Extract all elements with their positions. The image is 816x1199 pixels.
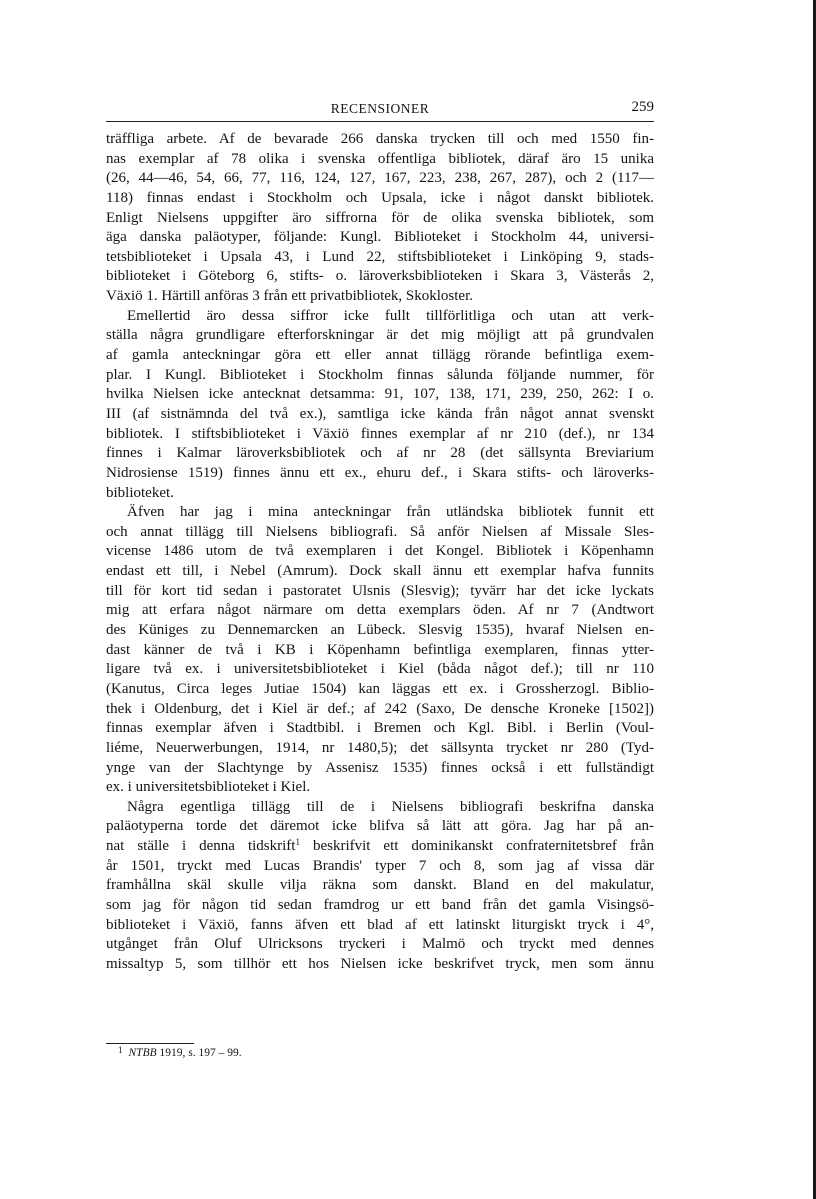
text-line: finnes i Kalmar läroverksbibliotek och af nr 28 (det sällsynta Breviarium <box>106 445 654 462</box>
text-line: mig att erfara något närmare om detta exemplars öden. Af nr 7 (Andtwort <box>106 602 654 619</box>
text-line: vicense 1486 utom de två exemplaren i det Kongel. Bibliotek i Köpenhamn <box>106 543 654 560</box>
text-line: nas exemplar af 78 olika i svenska offentliga bibliotek, däraf äro 15 unika <box>106 150 654 167</box>
text-line: till för kort tid sedan i pastoratet Ulsnis (Slesvig); tyvärr har det icke lyckats <box>106 582 654 599</box>
text-line: Växiö 1. Härtill anföras 3 från ett privatbibliotek, Skokloster. <box>106 288 474 305</box>
page-header <box>106 101 654 122</box>
footnote <box>118 1045 242 1059</box>
text-line: biblioteket i Göteborg 6, stifts- o. läroverksbiblioteken i Skara 3, Västerås 2, <box>106 268 654 285</box>
text-line: missaltyp 5, som tillhör ett hos Nielsen icke beskrifvet tryck, men som ännu <box>106 955 654 972</box>
running-head: RECENSIONER <box>330 101 430 116</box>
text-line-with-footnote-ref <box>106 837 654 857</box>
text-line: (Kanutus, Circa leges Jutiae 1504) kan läggas ett ex. i Grossherzogl. Biblio- <box>106 680 654 697</box>
text-line: bibliotek. I stiftsbiblioteket i Växiö finnes exemplar af nr 210 (def.), nr 134 <box>106 425 654 442</box>
text-line: biblioteket i Växiö, fanns äfven ett blad af ett latinskt liturgiskt tryck i 4°, <box>106 916 654 933</box>
text-segment: nat ställe i denna tidskrift <box>106 838 296 855</box>
text-line: liéme, Neuerwerbungen, 1914, nr 1480,5); det sällsynta trycket nr 280 (Tyd- <box>106 739 654 756</box>
text-line: thek i Oldenburg, det i Kiel är def.; af 242 (Saxo, De densche Kroneke [1502]) <box>106 700 654 717</box>
text-line: ex. i universitetsbiblioteket i Kiel. <box>106 779 311 796</box>
text-line: III (af sistnämnda del två ex.), samtliga icke kända från något annat svenskt <box>106 405 654 422</box>
footnote-divider <box>106 1043 194 1044</box>
text-line: Enligt Nielsens uppgifter äro siffrorna för de olika svenska bibliotek, som <box>106 209 654 226</box>
text-line: endast ett till, i Nebel (Amrum). Dock skall ännu ett exemplar hafva funnits <box>106 563 654 580</box>
text-line: af gamla anteckningar göra ett eller annat tillägg rörande befintliga exem- <box>106 347 654 364</box>
text-line: (26, 44—46, 54, 66, 77, 116, 124, 127, 167, 223, 238, 267, 287), och 2 (117— <box>106 170 654 187</box>
text-line: Nidrosiense 1519) finnes ännu ett ex., ehuru def., i Skara stifts- och läroverks- <box>106 464 654 481</box>
footnote-text: 1919, s. 197 – 99. <box>156 1047 242 1059</box>
text-line: träffliga arbete. Af de bevarade 266 danska trycken till och med 1550 fin- <box>106 131 654 147</box>
text-line: Några egentliga tillägg till de i Nielsens bibliografi beskrifna danska <box>127 798 654 815</box>
body-text <box>106 130 654 975</box>
text-line: hvilka Nielsen icke antecknat detsamma: 91, 107, 138, 171, 239, 250, 262: I o. <box>106 386 654 403</box>
text-line: dast känner de två i KB i Köpenhamn befintliga exemplaren, finnas ytter- <box>106 641 654 658</box>
text-line: äga danska paläotyper, följande: Kungl. Biblioteket i Stockholm 44, universi- <box>106 229 654 246</box>
text-line: utgånget från Oluf Ulricksons tryckeri i Malmö och tryckt med dennes <box>106 936 654 953</box>
text-line: des Küniges zu Dennemarcken an Lübeck. Slesvig 1535), hvaraf Nielsen en- <box>106 622 654 639</box>
text-line: ynge van der Slachtynge by Assenisz 1535) finnes också i ett fullständigt <box>106 759 654 776</box>
text-line: 118) finnas endast i Stockholm och Upsala, icke i något danskt bibliotek. <box>106 189 654 206</box>
text-line: och annat tillägg till Nielsens bibliografi. Så anför Nielsen af Missale Sles- <box>106 523 654 540</box>
text-line: tetsbiblioteket i Upsala 43, i Lund 22, stiftsbiblioteket i Linköping 9, stads- <box>106 248 654 265</box>
text-line: ligare två ex. i universitetsbiblioteket i Kiel (båda något def.); till nr 110 <box>106 661 654 678</box>
text-line: Äfven har jag i mina anteckningar från utländska bibliotek funnit ett <box>127 504 654 521</box>
page-number: 259 <box>631 99 654 115</box>
text-line: år 1501, tryckt med Lucas Brandis' typer 7 och 8, som jag af vissa där <box>106 857 654 874</box>
text-segment: beskrifvit ett dominikanskt confraternitetsbref från <box>299 838 654 855</box>
text-line: framhållna skäl skulle vilja räkna som danskt. Bland en del makulatur, <box>106 877 654 894</box>
text-line: biblioteket. <box>106 484 174 501</box>
text-line: Emellertid äro dessa siffror icke fullt tillförlitliga och utan att verk- <box>127 307 654 324</box>
footnote-marker: 1 <box>118 1045 123 1055</box>
text-line: plar. I Kungl. Biblioteket i Stockholm finnas sålunda följande nummer, för <box>106 366 654 383</box>
text-line: paläotyperna torde det däremot icke blifva så lätt att göra. Jag har på an- <box>106 818 654 835</box>
footnote-source: NTBB <box>128 1047 157 1059</box>
text-line: finnas exemplar äfven i Stadtbibl. i Bremen och Kgl. Bibl. i Berlin (Voul- <box>106 720 654 737</box>
footnote-reference: 1 <box>295 837 300 848</box>
text-line: som jag för någon tid sedan framdrog ur ett band från det gamla Visingsö- <box>106 896 654 913</box>
text-line: ställa några grundligare efterforskningar är det mig möjligt att på grundvalen <box>106 327 654 344</box>
